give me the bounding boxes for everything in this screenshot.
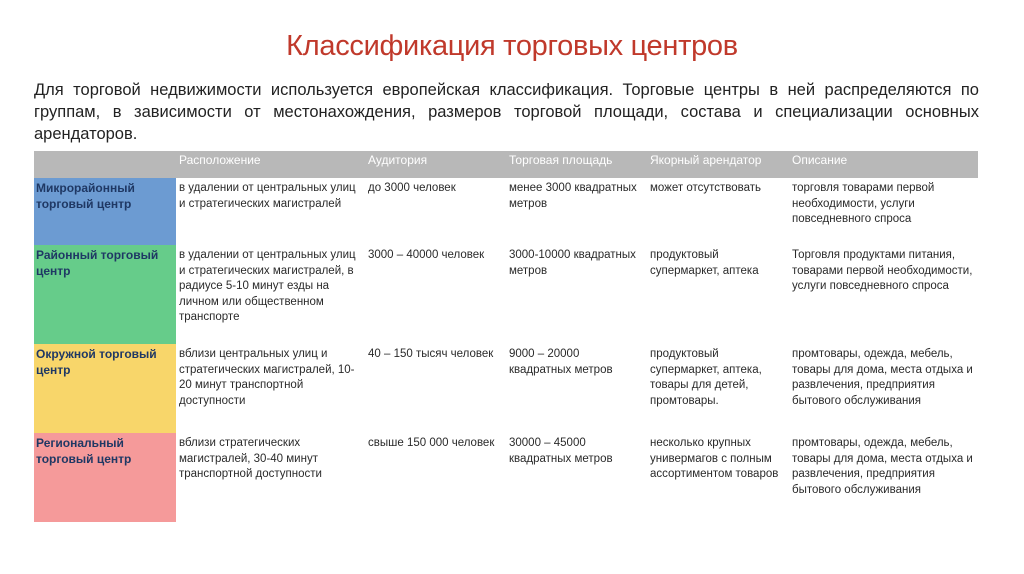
cell-area: 30000 – 45000 квадратных метров — [506, 433, 647, 522]
header-area: Торговая площадь — [506, 151, 647, 178]
slide-title: Классификация торговых центров — [286, 30, 738, 62]
cell-audience: 40 – 150 тысяч человек — [365, 344, 506, 433]
cell-audience: свыше 150 000 человек — [365, 433, 506, 522]
cell-location: в удалении от центральных улиц и стратегических магистралей — [176, 178, 365, 245]
cell-area: менее 3000 квадратных метров — [506, 178, 647, 245]
cell-area: 3000-10000 квадратных метров — [506, 245, 647, 344]
cell-description: промтовары, одежда, мебель, товары для дома, места отдыха и развлечения, предприятия бытового обслуживания — [789, 433, 978, 522]
header-type — [34, 151, 176, 178]
classification-table — [34, 151, 978, 522]
cell-anchor: может отсутствовать — [647, 178, 789, 245]
cell-anchor: продуктовый супермаркет, аптека, товары для детей, промтовары. — [647, 344, 789, 433]
table-row — [34, 245, 978, 344]
header-anchor: Якорный арендатор — [647, 151, 789, 178]
row-type-county: Окружной торговый центр — [34, 344, 176, 433]
table-row — [34, 433, 978, 522]
header-location: Расположение — [176, 151, 365, 178]
cell-anchor: несколько крупных универмагов с полным ассортиментом товаров — [647, 433, 789, 522]
cell-description: промтовары, одежда, мебель, товары для дома, места отдыха и развлечения, предприятия бытового обслуживания — [789, 344, 978, 433]
cell-location: в удалении от центральных улиц и стратегических магистралей, в радиусе 5-10 минут езды на личном или общественном транспорте — [176, 245, 365, 344]
cell-location: вблизи центральных улиц и стратегических магистралей, 10-20 минут транспортной доступности — [176, 344, 365, 433]
cell-description: Торговля продуктами питания, товарами первой необходимости, услуги повседневного спроса — [789, 245, 978, 344]
header-audience: Аудитория — [365, 151, 506, 178]
intro-paragraph: Для торговой недвижимости используется европейская классификация. Торговые центры в ней распределяются по группам, в зависимости от местонахождения, размеров торговой площади, состава и специализации основных арендаторов. — [34, 81, 979, 143]
row-type-micro: Микрорайонный торговый центр — [34, 178, 176, 245]
table-row — [34, 178, 978, 245]
row-type-district: Районный торговый центр — [34, 245, 176, 344]
row-type-regional: Региональный торговый центр — [34, 433, 176, 522]
table-header-row — [34, 151, 978, 178]
header-description: Описание — [789, 151, 978, 178]
cell-description: торговля товарами первой необходимости, услуги повседневного спроса — [789, 178, 978, 245]
cell-anchor: продуктовый супермаркет, аптека — [647, 245, 789, 344]
table-row — [34, 344, 978, 433]
cell-location: вблизи стратегических магистралей, 30-40 минут транспортной доступности — [176, 433, 365, 522]
cell-area: 9000 – 20000 квадратных метров — [506, 344, 647, 433]
cell-audience: 3000 – 40000 человек — [365, 245, 506, 344]
cell-audience: до 3000 человек — [365, 178, 506, 245]
